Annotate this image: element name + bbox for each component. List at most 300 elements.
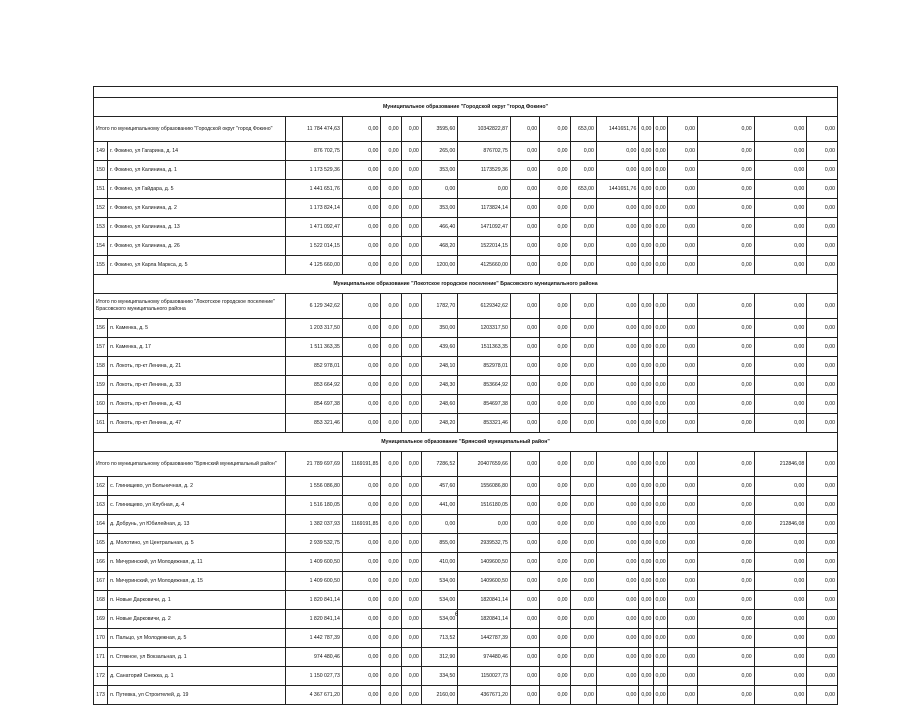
total-value: 0,00	[510, 452, 539, 477]
row-number: 153	[94, 218, 108, 237]
row-value: 0,00	[381, 218, 401, 237]
row-value: 0,00	[653, 534, 667, 553]
row-value: 0,00	[807, 319, 838, 338]
row-value: 0,00	[667, 610, 697, 629]
row-address: д. Молотино, ул Центральная, д. 5	[108, 534, 286, 553]
row-address: п. Новые Дарковичи, д. 1	[108, 591, 286, 610]
row-value: 0,00	[807, 667, 838, 686]
row-value: 0,00	[639, 553, 653, 572]
row-address: г. Фокино, ул Калинина, д. 1	[108, 161, 286, 180]
row-value: 0,00	[639, 686, 653, 705]
row-value: 0,00	[381, 338, 401, 357]
table-row	[94, 376, 838, 395]
row-value: 855,00	[421, 534, 457, 553]
row-value: 0,00	[698, 515, 755, 534]
row-value: 410,00	[421, 553, 457, 572]
row-value: 468,20	[421, 237, 457, 256]
row-value: 0,00	[401, 591, 421, 610]
row-value: 0,00	[807, 161, 838, 180]
row-address: п. Мичуринский, ул Молодежная, д. 15	[108, 572, 286, 591]
row-value: 1150027,73	[458, 667, 511, 686]
total-value: 0,00	[698, 452, 755, 477]
row-value: 876702,75	[458, 142, 511, 161]
row-value: 0,00	[596, 414, 639, 433]
row-value: 0,00	[401, 496, 421, 515]
row-value: 0,00	[458, 515, 511, 534]
row-value: 0,00	[381, 237, 401, 256]
row-value: 0,00	[570, 477, 596, 496]
row-value: 0,00	[807, 376, 838, 395]
row-value: 0,00	[639, 572, 653, 591]
row-value: 0,00	[667, 376, 697, 395]
row-value: 0,00	[540, 572, 570, 591]
row-value: 1 820 841,14	[286, 610, 343, 629]
row-value: 974 480,46	[286, 648, 343, 667]
row-value: 0,00	[639, 496, 653, 515]
row-value: 0,00	[510, 534, 539, 553]
row-value: 0,00	[540, 256, 570, 275]
row-value: 0,00	[401, 515, 421, 534]
row-value: 0,00	[570, 256, 596, 275]
row-address: п. Новые Дарковичи, д. 2	[108, 610, 286, 629]
row-value: 0,00	[401, 338, 421, 357]
row-address: п. Каменка, д. 5	[108, 319, 286, 338]
row-value: 0,00	[807, 237, 838, 256]
row-value: 0,00	[540, 534, 570, 553]
row-value: 0,00	[381, 515, 401, 534]
section-total-row	[94, 452, 838, 477]
row-value: 0,00	[698, 319, 755, 338]
row-value: 0,00	[510, 414, 539, 433]
total-value: 0,00	[807, 294, 838, 319]
row-value: 0,00	[807, 477, 838, 496]
row-value: 0,00	[381, 629, 401, 648]
row-value: 0,00	[639, 591, 653, 610]
row-value: 0,00	[570, 515, 596, 534]
total-value: 7286,52	[421, 452, 457, 477]
total-value: 0,00	[540, 117, 570, 142]
row-value: 0,00	[667, 496, 697, 515]
row-value: 0,00	[807, 553, 838, 572]
row-value: 466,40	[421, 218, 457, 237]
table-row	[94, 534, 838, 553]
row-value: 0,00	[754, 338, 807, 357]
row-value: 854697,38	[458, 395, 511, 414]
row-value: 0,00	[653, 414, 667, 433]
table-row	[94, 667, 838, 686]
row-value: 0,00	[342, 218, 380, 237]
total-value: 0,00	[401, 294, 421, 319]
row-value: 0,00	[381, 553, 401, 572]
row-value: 0,00	[653, 667, 667, 686]
row-value: 0,00	[342, 180, 380, 199]
row-value: 0,00	[698, 218, 755, 237]
row-value: 0,00	[698, 376, 755, 395]
total-label: Итого по муниципальному образованию "Локотское городское поселение" Брасовского муниципального района	[94, 294, 286, 319]
row-value: 0,00	[570, 414, 596, 433]
row-value: 0,00	[570, 376, 596, 395]
row-value: 0,00	[401, 237, 421, 256]
row-value: 0,00	[754, 496, 807, 515]
row-value: 0,00	[667, 648, 697, 667]
row-value: 0,00	[342, 414, 380, 433]
table-row	[94, 591, 838, 610]
row-value: 2 939 532,75	[286, 534, 343, 553]
row-value: 0,00	[510, 572, 539, 591]
row-value: 2939532,75	[458, 534, 511, 553]
row-value: 0,00	[510, 686, 539, 705]
row-value: 0,00	[639, 477, 653, 496]
row-value: 1 471 092,47	[286, 218, 343, 237]
row-value: 0,00	[698, 199, 755, 218]
row-value: 0,00	[653, 648, 667, 667]
row-value: 0,00	[754, 414, 807, 433]
total-value: 21 789 697,69	[286, 452, 343, 477]
row-value: 0,00	[596, 237, 639, 256]
row-value: 0,00	[570, 553, 596, 572]
row-value: 0,00	[754, 237, 807, 256]
table-row	[94, 161, 838, 180]
row-value: 0,00	[540, 180, 570, 199]
row-value: 0,00	[698, 256, 755, 275]
row-value: 0,00	[570, 496, 596, 515]
total-value: 0,00	[540, 452, 570, 477]
row-value: 0,00	[667, 572, 697, 591]
row-value: 0,00	[698, 553, 755, 572]
row-value: 0,00	[510, 667, 539, 686]
row-value: 439,60	[421, 338, 457, 357]
row-value: 534,00	[421, 610, 457, 629]
row-value: 0,00	[653, 477, 667, 496]
row-value: 0,00	[401, 667, 421, 686]
row-value: 0,00	[807, 686, 838, 705]
row-value: 0,00	[807, 142, 838, 161]
row-value: 0,00	[510, 629, 539, 648]
row-address: с. Глинищево, ул Больничная, д. 2	[108, 477, 286, 496]
row-number: 155	[94, 256, 108, 275]
row-number: 168	[94, 591, 108, 610]
row-value: 0,00	[570, 319, 596, 338]
row-value: 0,00	[667, 629, 697, 648]
section-title: Муниципальное образование "Брянский муниципальный район"	[94, 433, 838, 452]
section-total-row	[94, 294, 838, 319]
row-value: 0,00	[754, 591, 807, 610]
row-value: 0,00	[596, 648, 639, 667]
total-value: 0,00	[639, 452, 653, 477]
row-value: 0,00	[639, 610, 653, 629]
row-value: 1409600,50	[458, 553, 511, 572]
row-value: 0,00	[401, 686, 421, 705]
total-value: 0,00	[381, 452, 401, 477]
row-number: 169	[94, 610, 108, 629]
row-value: 0,00	[342, 199, 380, 218]
row-value: 0,00	[510, 395, 539, 414]
row-value: 0,00	[639, 414, 653, 433]
row-value: 0,00	[401, 142, 421, 161]
table-row	[94, 338, 838, 357]
row-value: 0,00	[653, 515, 667, 534]
row-value: 0,00	[698, 477, 755, 496]
row-value: 0,00	[401, 395, 421, 414]
row-value: 0,00	[667, 161, 697, 180]
row-number: 161	[94, 414, 108, 433]
row-value: 0,00	[596, 686, 639, 705]
total-value: 0,00	[653, 117, 667, 142]
row-value: 0,00	[667, 218, 697, 237]
row-number: 164	[94, 515, 108, 534]
row-value: 0,00	[754, 199, 807, 218]
row-number: 162	[94, 477, 108, 496]
row-value: 0,00	[639, 629, 653, 648]
row-value: 0,00	[342, 572, 380, 591]
row-value: 0,00	[540, 237, 570, 256]
row-value: 0,00	[510, 218, 539, 237]
row-value: 653,00	[570, 180, 596, 199]
row-value: 0,00	[596, 496, 639, 515]
row-value: 0,00	[807, 218, 838, 237]
row-value: 4 367 671,20	[286, 686, 343, 705]
row-value: 0,00	[510, 199, 539, 218]
row-value: 0,00	[639, 237, 653, 256]
row-value: 0,00	[596, 572, 639, 591]
row-value: 0,00	[540, 376, 570, 395]
total-value: 0,00	[653, 294, 667, 319]
row-value: 0,00	[698, 572, 755, 591]
row-value: 0,00	[342, 553, 380, 572]
row-address: п. Путевка, ул Строителей, д. 19	[108, 686, 286, 705]
row-value: 0,00	[754, 534, 807, 553]
row-value: 248,60	[421, 395, 457, 414]
row-value: 0,00	[807, 572, 838, 591]
row-value: 350,00	[421, 319, 457, 338]
row-value: 0,00	[596, 553, 639, 572]
table-row	[94, 553, 838, 572]
row-value: 0,00	[653, 357, 667, 376]
row-value: 0,00	[807, 338, 838, 357]
row-value: 852 978,01	[286, 357, 343, 376]
row-value: 4367671,20	[458, 686, 511, 705]
total-value: 11 784 474,63	[286, 117, 343, 142]
row-value: 0,00	[381, 648, 401, 667]
total-value: 1441651,76	[596, 117, 639, 142]
table-row	[94, 414, 838, 433]
row-value: 852978,01	[458, 357, 511, 376]
row-value: 0,00	[754, 553, 807, 572]
row-value: 1 203 317,50	[286, 319, 343, 338]
row-value: 0,00	[342, 319, 380, 338]
total-label: Итого по муниципальному образованию "Брянский муниципальный район"	[94, 452, 286, 477]
row-value: 0,00	[401, 161, 421, 180]
row-value: 0,00	[807, 629, 838, 648]
row-value: 0,00	[667, 477, 697, 496]
row-value: 0,00	[342, 376, 380, 395]
row-number: 163	[94, 496, 108, 515]
row-value: 0,00	[807, 256, 838, 275]
row-value: 0,00	[381, 199, 401, 218]
row-value: 0,00	[596, 610, 639, 629]
total-value: 0,00	[570, 294, 596, 319]
row-value: 0,00	[570, 218, 596, 237]
row-value: 1 409 600,50	[286, 553, 343, 572]
section-title-row	[94, 275, 838, 294]
table-row	[94, 686, 838, 705]
row-value: 0,00	[401, 477, 421, 496]
row-number: 156	[94, 319, 108, 338]
row-value: 1441651,76	[596, 180, 639, 199]
row-value: 0,00	[381, 667, 401, 686]
total-value: 0,00	[667, 117, 697, 142]
row-value: 0,00	[540, 496, 570, 515]
row-value: 0,00	[653, 553, 667, 572]
row-address: г. Фокино, ул Гайдара, д. 5	[108, 180, 286, 199]
row-value: 534,00	[421, 591, 457, 610]
row-value: 0,00	[639, 142, 653, 161]
table-row	[94, 395, 838, 414]
row-value: 1203317,50	[458, 319, 511, 338]
total-value: 0,00	[807, 452, 838, 477]
row-value: 0,00	[510, 648, 539, 667]
table-row	[94, 237, 838, 256]
row-value: 0,00	[667, 667, 697, 686]
row-value: 0,00	[807, 591, 838, 610]
row-value: 0,00	[570, 161, 596, 180]
row-value: 1516180,05	[458, 496, 511, 515]
row-value: 0,00	[342, 477, 380, 496]
row-value: 0,00	[381, 572, 401, 591]
row-value: 0,00	[807, 648, 838, 667]
row-number: 150	[94, 161, 108, 180]
row-value: 1 150 027,73	[286, 667, 343, 686]
row-value: 0,00	[540, 610, 570, 629]
row-value: 0,00	[698, 338, 755, 357]
table-row	[94, 142, 838, 161]
row-value: 0,00	[401, 357, 421, 376]
row-value: 0,00	[596, 515, 639, 534]
row-value: 0,00	[807, 357, 838, 376]
row-value: 0,00	[754, 572, 807, 591]
row-value: 0,00	[667, 534, 697, 553]
row-value: 0,00	[342, 161, 380, 180]
row-value: 0,00	[807, 496, 838, 515]
row-value: 0,00	[754, 180, 807, 199]
row-value: 1200,00	[421, 256, 457, 275]
row-value: 0,00	[458, 180, 511, 199]
row-value: 0,00	[401, 629, 421, 648]
row-value: 312,90	[421, 648, 457, 667]
row-value: 1173529,36	[458, 161, 511, 180]
row-address: д. Санаторий Снежка, д. 1	[108, 667, 286, 686]
row-value: 0,00	[667, 553, 697, 572]
row-value: 0,00	[570, 667, 596, 686]
row-value: 0,00	[596, 199, 639, 218]
table-row	[94, 319, 838, 338]
section-title: Муниципальное образование "Городской округ "город Фокино"	[94, 98, 838, 117]
row-value: 0,00	[570, 534, 596, 553]
row-value: 457,60	[421, 477, 457, 496]
row-value: 1409600,50	[458, 572, 511, 591]
row-value: 1 173 529,36	[286, 161, 343, 180]
row-value: 0,00	[596, 357, 639, 376]
row-address: г. Фокино, ул Калинина, д. 26	[108, 237, 286, 256]
row-value: 0,00	[639, 376, 653, 395]
row-value: 1173824,14	[458, 199, 511, 218]
row-value: 0,00	[342, 629, 380, 648]
row-value: 0,00	[698, 357, 755, 376]
row-value: 1 522 014,15	[286, 237, 343, 256]
row-value: 0,00	[342, 591, 380, 610]
row-value: 0,00	[754, 610, 807, 629]
row-value: 0,00	[401, 218, 421, 237]
row-value: 0,00	[698, 534, 755, 553]
table-row	[94, 218, 838, 237]
row-value: 0,00	[596, 256, 639, 275]
total-value: 0,00	[754, 294, 807, 319]
row-value: 0,00	[653, 686, 667, 705]
row-value: 1 441 651,76	[286, 180, 343, 199]
row-value: 0,00	[342, 496, 380, 515]
row-number: 167	[94, 572, 108, 591]
row-value: 713,52	[421, 629, 457, 648]
row-address: п. Локоть, пр-кт Ленина, д. 43	[108, 395, 286, 414]
row-value: 534,00	[421, 572, 457, 591]
row-value: 0,00	[381, 376, 401, 395]
row-value: 0,00	[667, 199, 697, 218]
row-value: 0,00	[653, 199, 667, 218]
row-value: 0,00	[401, 180, 421, 199]
row-value: 0,00	[570, 686, 596, 705]
row-value: 0,00	[653, 237, 667, 256]
row-value: 0,00	[510, 357, 539, 376]
row-value: 248,10	[421, 357, 457, 376]
row-value: 0,00	[342, 610, 380, 629]
row-value: 0,00	[342, 395, 380, 414]
total-value: 0,00	[639, 117, 653, 142]
row-value: 0,00	[401, 610, 421, 629]
row-value: 0,00	[570, 591, 596, 610]
total-value: 0,00	[381, 117, 401, 142]
total-value: 6129342,62	[458, 294, 511, 319]
row-value: 0,00	[639, 357, 653, 376]
row-value: 0,00	[540, 218, 570, 237]
row-value: 0,00	[401, 648, 421, 667]
row-value: 1 820 841,14	[286, 591, 343, 610]
row-value: 0,00	[540, 629, 570, 648]
row-value: 1820841,14	[458, 591, 511, 610]
row-address: п. Локоть, пр-кт Ленина, д. 47	[108, 414, 286, 433]
row-value: 1 511 363,35	[286, 338, 343, 357]
row-number: 160	[94, 395, 108, 414]
row-value: 353,00	[421, 199, 457, 218]
row-value: 1 382 037,93	[286, 515, 343, 534]
row-value: 0,00	[653, 610, 667, 629]
row-value: 0,00	[570, 357, 596, 376]
section-total-row	[94, 117, 838, 142]
row-value: 0,00	[570, 199, 596, 218]
row-value: 0,00	[342, 534, 380, 553]
row-value: 0,00	[639, 218, 653, 237]
row-number: 166	[94, 553, 108, 572]
table-row	[94, 648, 838, 667]
row-value: 0,00	[653, 572, 667, 591]
row-value: 0,00	[540, 686, 570, 705]
row-value: 0,00	[698, 414, 755, 433]
row-value: 0,00	[667, 319, 697, 338]
row-value: 0,00	[667, 237, 697, 256]
row-value: 0,00	[381, 591, 401, 610]
row-value: 0,00	[510, 591, 539, 610]
row-address: г. Фокино, ул Калинина, д. 13	[108, 218, 286, 237]
row-value: 0,00	[667, 180, 697, 199]
